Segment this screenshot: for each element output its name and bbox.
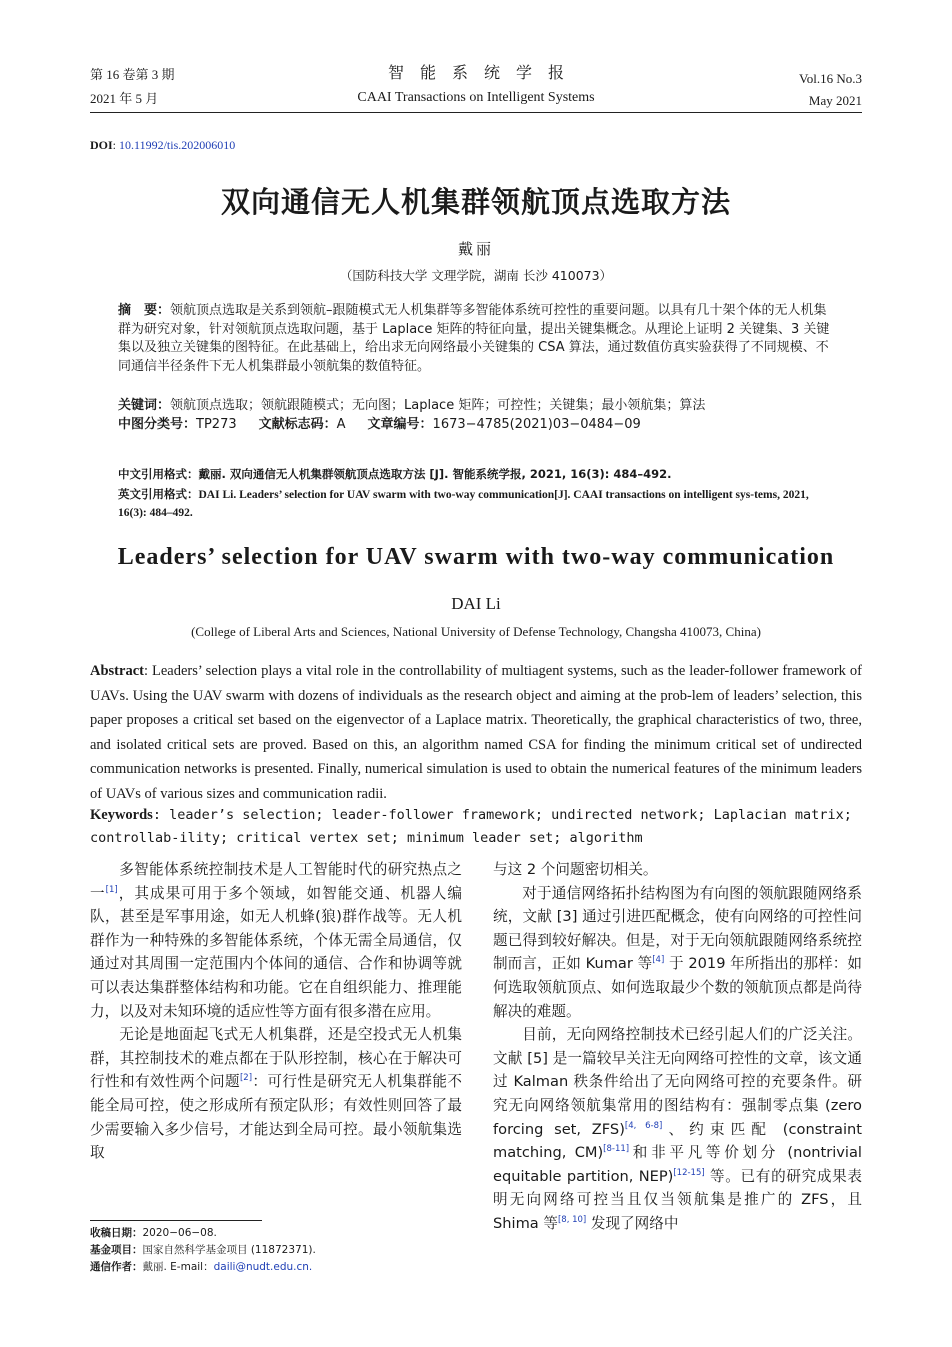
journal-name-en: CAAI Transactions on Intelligent Systems xyxy=(357,90,595,105)
body-text: 对于通信网络拓扑结构图为有向图的领航跟随网络系统，文献 [3] 通过引进匹配概念，使有向网络的可控性问题已得到较好解决。但是，对于无向领航跟随网络系统控制而言，正如 Kumar 等 xyxy=(493,884,862,973)
keywords-en-text: : leader’s selection; leader-follower framework; undirected network; Laplacian matrix; controllab-ility; critical vertex set; minimum leader set; algorithm xyxy=(90,807,852,846)
body-text: ，其成果可用于多个领域，如智能交通、机器人编队，甚至是军事用途，如无人机蜂(狼)群作战等。无人机群作为一种特殊的多智能体系统，个体无需全局通信，仅通过对其周围一定范围内个体间的通信、合作和协调等就可以表达集群整体结构和功能。它在自组织能力、推理能力，以及对未知环境的适应性等方面有很多潜在应用。 xyxy=(90,884,462,1020)
abstract-cn xyxy=(118,302,834,376)
received-date xyxy=(90,1225,462,1242)
citation-ref[interactable]: [8-11] xyxy=(603,1144,630,1155)
paper-title-cn: 双向通信无人机集群领航顶点选取方法 xyxy=(220,185,731,219)
received-label: 收稿日期： xyxy=(90,1227,143,1239)
article-no-label: 文章编号： xyxy=(367,417,433,432)
body-text: 于 2019 年所指出的那样：如何选取领航顶点、如何选取最少个数的领航顶点都是尚待解决的难题。 xyxy=(493,955,862,1020)
abstract-cn-text: 领航顶点选取是关系到领航–跟随模式无人机集群等多智能体系统可控性的重要问题。以具有几十架个体的无人机集群为研究对象，针对领航顶点选取问题，基于 Laplace 矩阵的特征向量，提出关键集概念。从理论上证明 2 关键集、3 关键集以及独立关键集的图特征。在此基础上，给出求无向网络最小关键集的 CSA 算法，通过数值仿真实验获得了不同规模、不同通信半径条件下无人机集群最小领航集的数值特征。 xyxy=(118,303,830,374)
classification-line xyxy=(118,416,834,435)
author-en: DAI Li xyxy=(451,594,501,613)
journal-volume: Vol.16 No.3 xyxy=(799,71,862,86)
journal-date: 2021 年 5 月 xyxy=(90,91,159,106)
body-text: 发现了网络中 xyxy=(586,1214,679,1232)
citation-ref[interactable]: [2] xyxy=(239,1073,253,1084)
abstract-cn-label: 摘 要： xyxy=(118,303,171,318)
author-cn: 戴丽 xyxy=(457,240,494,258)
body-text: 、约束匹配 (constraint matching, CM) xyxy=(493,1120,862,1162)
affiliation-cn: （国防科技大学 文理学院，湖南 长沙 410073） xyxy=(339,268,613,283)
doi-label: DOI xyxy=(90,138,113,152)
body-text: 与这 2 个问题密切相关。 xyxy=(493,861,658,878)
body-text: 无论是地面起飞式无人机集群，还是空投式无人机集群，其控制技术的难点都在于队形控制，核心在于解决可行性和有效性两个问题 xyxy=(90,1026,462,1091)
citation-cn-text: 戴丽. 双向通信无人机集群领航顶点选取方法 [J]. 智能系统学报, 2021, 16(3): 484–492. xyxy=(198,467,672,481)
journal-issue: 第 16 卷第 3 期 xyxy=(90,67,175,82)
corr-value: 戴丽. E-mail： xyxy=(142,1261,214,1273)
citation-en xyxy=(118,486,838,522)
body-paragraph xyxy=(493,882,862,1024)
header-rule xyxy=(90,112,862,113)
received-value: 2020−06−08. xyxy=(142,1227,217,1239)
doi-line: DOI: 10.11992/tis.202006010 xyxy=(90,138,236,152)
keywords-en-label: Keywords xyxy=(90,807,153,823)
body-paragraph xyxy=(90,858,462,1023)
paper-title-en: Leaders’ selection for UAV swarm with two-way communication xyxy=(117,544,835,570)
body-text: 多智能体系统控制技术是人工智能时代的研究热点之一 xyxy=(90,861,462,902)
doc-code-value: A xyxy=(336,417,346,432)
footnote-rule xyxy=(90,1220,262,1221)
abstract-en-text: : Leaders’ selection plays a vital role in the controllability of multiagent systems, such as the leader-follower framework of UAVs. Using the UAV swarm with dozens of individuals as the research object and aiming at the prob-lem of leaders’ selection, this paper proposes a critical set based on the eigenvector of a Laplace matrix. Theoretically, the graphical characteristics of two, three, and isolated critical sets are proved. Based on this, an algorithm named CSA for finding the minimum critical set of undirected communication networks is presented. Finally, numerical simulation is used to obtain the numerical features of the minimum leaders of UAVs of various sizes and communication radii. xyxy=(90,663,862,802)
corr-label: 通信作者： xyxy=(90,1261,143,1273)
abstract-en xyxy=(90,659,862,806)
citation-en-text: DAI Li. Leaders’ selection for UAV swarm with two-way communication[J]. CAAI transactions on intelligent sys-tems, 2021, 16(3): 484–492. xyxy=(118,489,809,519)
fund-info xyxy=(90,1242,462,1259)
body-text: 和非平凡等价划分 (nontrivial equitable partition, NEP) xyxy=(493,1144,862,1185)
affiliation-en: (College of Liberal Arts and Sciences, National University of Defense Technology, Changsha 410073, China) xyxy=(191,624,761,639)
fund-label: 基金项目： xyxy=(90,1244,143,1256)
keywords-cn xyxy=(118,397,834,416)
fund-value: 国家自然科学基金项目 (11872371). xyxy=(142,1244,316,1256)
clc-label: 中图分类号： xyxy=(118,417,197,432)
body-text: 目前，无向网络控制技术已经引起人们的广泛关注。文献 [5] 是一篇较早关注无向网络可控性的文章，该文通过 Kalman 秩条件给出了无向网络可控的充要条件。研究无向网络领航集常用的图结构有：强制零点集 (zero forcing set, ZFS) xyxy=(493,1026,862,1138)
citation-ref[interactable]: [8, 10] xyxy=(557,1215,587,1226)
body-right-column xyxy=(493,858,862,1236)
body-text: 等。已有的研究成果表明无向网络可控当且仅当领航集是推广的 ZFS，且 Shima 等 xyxy=(493,1167,862,1232)
doi-link[interactable]: 10.11992/tis.202006010 xyxy=(119,138,236,152)
body-paragraph xyxy=(90,1023,462,1165)
citation-ref[interactable]: [1] xyxy=(105,884,118,895)
keywords-en xyxy=(90,804,862,849)
corresponding-author xyxy=(90,1259,462,1276)
journal-month: May 2021 xyxy=(808,93,862,108)
citation-en-label: 英文引用格式： xyxy=(118,487,199,501)
citation-ref[interactable]: [4] xyxy=(652,955,665,966)
keywords-cn-label: 关键词： xyxy=(118,398,171,413)
body-paragraph xyxy=(493,1023,862,1235)
citation-cn-label: 中文引用格式： xyxy=(118,467,199,481)
keywords-cn-text: 领航顶点选取；领航跟随模式；无向图；Laplace 矩阵；可控性；关键集；最小领航集；算法 xyxy=(170,398,706,413)
footnote xyxy=(90,1225,462,1276)
email-link[interactable]: daili@nudt.edu.cn. xyxy=(213,1261,313,1273)
journal-name-cn: 智 能 系 统 学 报 xyxy=(387,63,564,82)
body-left-column xyxy=(90,858,462,1165)
abstract-en-label: Abstract xyxy=(90,663,144,679)
clc-value: TP273 xyxy=(196,417,237,432)
body-text: ：可行性是研究无人机集群能不能全局可控，使之形成所有预定队形；有效性则回答了最少需要输入多少信号，才能达到全局可控。最小领航集选取 xyxy=(90,1073,462,1162)
citation-ref[interactable]: [4, 6-8] xyxy=(624,1120,663,1131)
body-paragraph xyxy=(493,858,862,882)
citation-ref[interactable]: [12-15] xyxy=(673,1167,705,1178)
doc-code-label: 文献标志码： xyxy=(258,417,337,432)
citation-cn xyxy=(118,466,838,483)
article-no-value: 1673−4785(2021)03−0484−09 xyxy=(432,417,641,432)
